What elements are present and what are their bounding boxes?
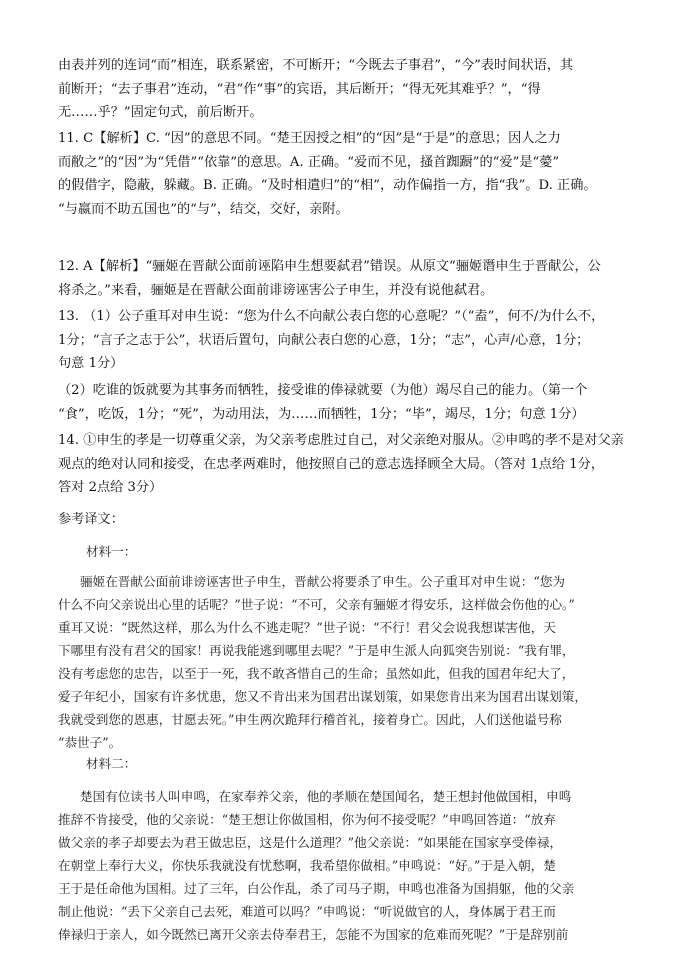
text-line: 1分；“言子之志于公”，状语后置句，向献公表白您的心意，1分；“志”，心声/心意，1分； [58, 332, 590, 348]
text-line: 推辞不肯接受，他的父亲说：“楚王想让你做国相，你为何不接受呢？”申鸣回答道：“放弃 [58, 812, 556, 827]
text-line: 下哪里有没有君父的国家！再说我能逃到哪里去呢？”于是申生派人向狐突告别说：“我有罪， [58, 643, 575, 658]
answer-explanation-intro [58, 54, 643, 125]
material-1-label [58, 540, 643, 563]
material-1-translation [58, 570, 643, 754]
section-heading: 参考译文： [58, 512, 124, 527]
answer-13-part-1 [58, 305, 643, 376]
text-line: 没有考虑您的忠告，以至于一死，我不敢吝惜自己的生命；虽然如此，但我的国君年纪大了， [58, 666, 575, 681]
text-line: “恭世子”。 [58, 735, 122, 750]
text-line: 将杀之。”来看，骊姬是在晋献公面前诽谤诬害公子申生，并没有说他弑君。 [58, 282, 494, 298]
text-line: 制止他说：“丢下父亲自己去死，难道可以吗？”申鸣说：“听说做官的人，身体属于君王而 [58, 904, 556, 919]
reference-translation-label [58, 508, 643, 532]
text-line: 什么不向父亲说出心里的话呢？”世子说：“不可，父亲有骊姬才得安乐，这样做会伤他的心。” [58, 597, 575, 612]
text-line: 骊姬在晋献公面前诽谤诬害世子申生，晋献公将要杀了申生。公子重耳对申生说：“您为 [80, 574, 566, 589]
text-line: 13. （1）公子重耳对申生说：“您为什么不向献公表白您的心意呢？”（“盍”，何不/为什么不， [58, 309, 605, 324]
material-2-label [58, 752, 643, 775]
text-line: 14. ①申生的孝是一切尊重父亲，为父亲考虑胜过自己，对父亲绝对服从。②申鸣的孝不是对父亲 [58, 433, 624, 448]
text-line: 无……乎？”固定句式，前后断开。 [58, 105, 263, 120]
text-line: 答对 2点给 3分） [58, 480, 163, 495]
text-line: 观点的绝对认同和接受，在忠孝两难时，他按照自己的意志选择顾全大局。（答对 1点给 1分， [58, 456, 605, 472]
text-line: 由表并列的连词“而”相连，联系紧密，不可断开；“今既去子事君”，“今”表时间状语，其 [58, 58, 574, 73]
text-line: 俸禄归于亲人，如今既然已离开父亲去侍奉君王，怎能不为国家的危难而死呢？”于是辞别前 [58, 927, 569, 942]
material-2-translation [58, 785, 643, 946]
text-line: 在朝堂上奉行大义，你快乐我就没有忧愁啊，我希望你做相。”申鸣说：“好。”于是入朝，楚 [58, 858, 556, 873]
text-line: “与嬴而不助五国也”的“与”，结交，交好，亲附。 [58, 201, 349, 217]
text-line: 楚国有位读书人叫申鸣，在家奉养父亲，他的孝顺在楚国闻名，楚王想封他做国相，申鸣 [80, 789, 572, 804]
text-line: 做父亲的孝子却要去为君王做忠臣，这是什么道理？”他父亲说：“如果能在国家享受俸禄， [58, 835, 563, 850]
text-line: （2）吃谁的饭就要为其事务而牺牲，接受谁的俸禄就要（为他）竭尽自己的能力。（第一个 [58, 383, 588, 398]
text-line: “食”，吃饭，1分；“死”，为动用法，为……而牺牲，1分；“毕”，竭尽，1分；句意 1分） [58, 406, 585, 422]
answer-14 [58, 429, 643, 500]
text-line: 句意 1分） [58, 356, 124, 371]
text-line: 爱子年纪小，国家有许多忧患，您又不肯出来为国君出谋划策，如果您肯出来为国君出谋划策， [58, 689, 587, 704]
text-line: 的假借字，隐蔽，躲藏。B. 正确。“及时相遣归”的“相”，动作偏指一方，指“我”。D. 正确。 [58, 178, 597, 193]
answer-12 [58, 255, 643, 302]
text-line: 前断开；“去子事君”连动，“君”作“事”的宾语，其后断开；“得无死其难乎？”，“得 [58, 81, 541, 97]
answer-11 [58, 127, 643, 221]
material-heading: 材料一： [86, 544, 137, 559]
text-line: 王于是任命他为国相。过了三年，白公作乱，杀了司马子期，申鸣也准备为国捐躯，他的父亲 [58, 881, 575, 896]
text-line: 11. C【解析】C. “因”的意思不同。“楚王因授之相”的“因”是“于是”的意思；因人之力 [58, 131, 561, 146]
text-line: 而敝之”的“因”为“凭借”“依靠”的意思。A. 正确。“爱而不见，搔首踟蹰”的“爱”是“薆” [58, 154, 560, 170]
answer-13-part-2 [58, 379, 643, 426]
material-heading: 材料二： [86, 756, 137, 771]
text-line: 我就受到您的恩惠，甘愿去死。”申生两次跪拜行稽首礼，接着身亡。因此，人们送他谥号称 [58, 712, 562, 727]
text-line: 12. A【解析】“骊姬在晋献公面前诬陷申生想要弑君”错误。从原文“骊姬谮申生于晋献公，公 [58, 259, 601, 274]
text-line: 重耳又说：“既然这样，那么为什么不逃走呢？”世子说：“不行！君父会说我想谋害他，天 [58, 620, 556, 635]
